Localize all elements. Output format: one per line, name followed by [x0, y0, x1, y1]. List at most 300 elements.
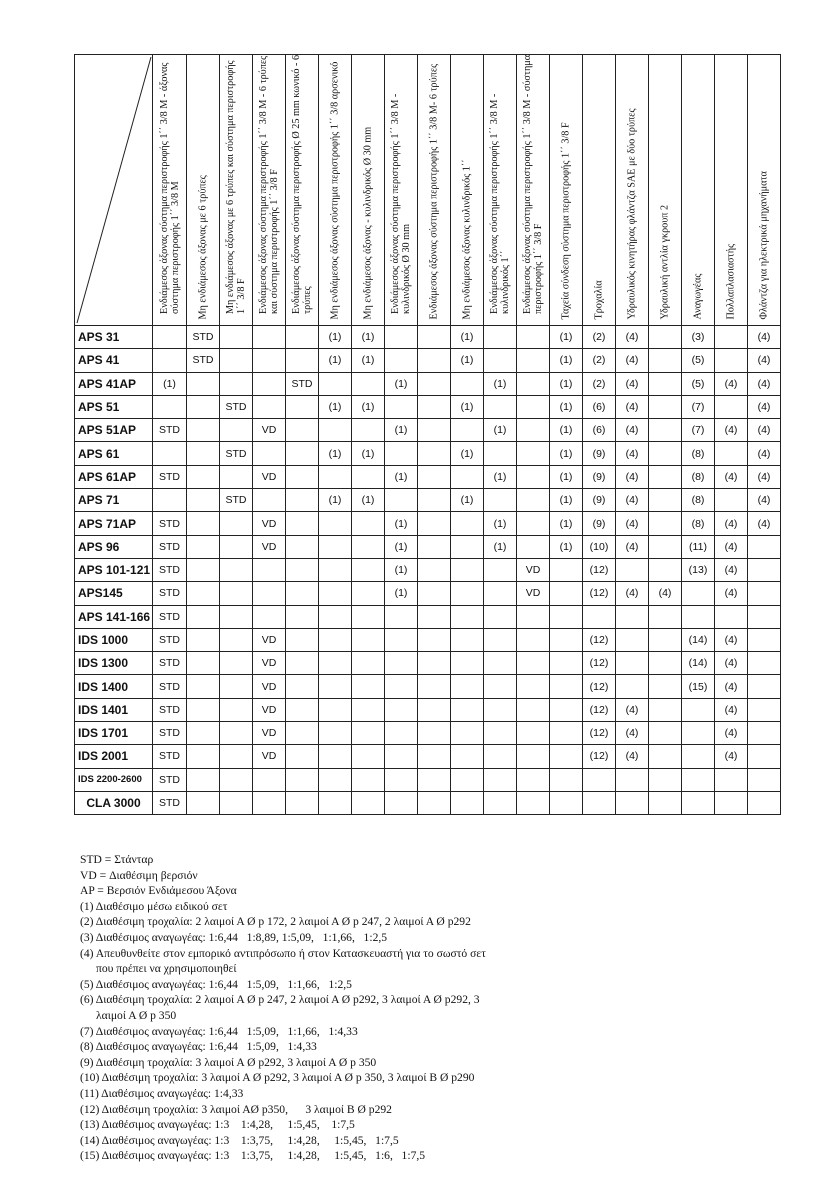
- table-cell: [418, 349, 451, 372]
- table-cell: [451, 675, 484, 698]
- table-cell: [484, 652, 517, 675]
- legend-line: που πρέπει να χρησιμοποιηθεί: [96, 962, 237, 976]
- table-cell: [319, 675, 352, 698]
- table-row: [75, 349, 781, 372]
- table-cell: (1): [319, 349, 352, 372]
- table-cell: (5): [682, 349, 715, 372]
- table-cell: [352, 698, 385, 721]
- table-cell: [616, 652, 649, 675]
- table-cell: [715, 605, 748, 628]
- table-cell: [253, 349, 286, 372]
- table-cell: (11): [682, 535, 715, 558]
- table-cell: [715, 442, 748, 465]
- table-cell: [484, 698, 517, 721]
- table-cell: (1): [451, 349, 484, 372]
- table-cell: [352, 791, 385, 814]
- model-name: IDS 1000: [75, 628, 153, 651]
- table-cell: STD: [153, 675, 187, 698]
- table-cell: [319, 652, 352, 675]
- table-cell: [484, 442, 517, 465]
- column-header-label: Μη ενδιάμεσος άξονας με 6 τρύπες: [197, 175, 209, 320]
- table-cell: [319, 722, 352, 745]
- table-cell: [286, 698, 319, 721]
- table-cell: [220, 349, 253, 372]
- table-cell: (1): [550, 465, 583, 488]
- table-cell: (4): [715, 372, 748, 395]
- table-cell: STD: [153, 722, 187, 745]
- table-row: [75, 768, 781, 791]
- table-cell: [253, 395, 286, 418]
- table-cell: [220, 558, 253, 581]
- model-name: IDS 1701: [75, 722, 153, 745]
- table-cell: [748, 791, 781, 814]
- table-cell: [153, 326, 187, 349]
- table-cell: [385, 395, 418, 418]
- column-header: [616, 55, 649, 326]
- table-cell: [517, 465, 550, 488]
- table-cell: [748, 652, 781, 675]
- column-header: [153, 55, 187, 326]
- table-cell: [319, 791, 352, 814]
- table-cell: (2): [583, 326, 616, 349]
- table-cell: [220, 326, 253, 349]
- table-cell: [418, 628, 451, 651]
- table-cell: VD: [253, 628, 286, 651]
- table-cell: [253, 442, 286, 465]
- model-name: IDS 2200-2600: [75, 768, 153, 791]
- table-cell: (1): [550, 419, 583, 442]
- model-name: APS 96: [75, 535, 153, 558]
- table-cell: (4): [748, 372, 781, 395]
- table-row: [75, 489, 781, 512]
- table-row: [75, 628, 781, 651]
- table-cell: (4): [715, 698, 748, 721]
- table-cell: [319, 745, 352, 768]
- column-header: [715, 55, 748, 326]
- table-cell: [682, 745, 715, 768]
- column-header: [550, 55, 583, 326]
- table-cell: [451, 768, 484, 791]
- table-cell: [187, 652, 220, 675]
- table-cell: [649, 395, 682, 418]
- table-cell: (1): [385, 372, 418, 395]
- table-cell: [649, 442, 682, 465]
- table-cell: (10): [583, 535, 616, 558]
- column-header: [418, 55, 451, 326]
- column-header-label: Φλάντζα για ηλεκτρικά μηχανήματα: [758, 171, 770, 320]
- table-cell: (1): [319, 489, 352, 512]
- table-cell: [649, 768, 682, 791]
- table-cell: [451, 512, 484, 535]
- table-cell: [187, 558, 220, 581]
- table-cell: [319, 628, 352, 651]
- table-cell: [583, 791, 616, 814]
- table-row: [75, 372, 781, 395]
- table-cell: (4): [748, 489, 781, 512]
- table-cell: [220, 745, 253, 768]
- table-cell: [385, 768, 418, 791]
- table-cell: [583, 605, 616, 628]
- column-header-label: Υδραυλική αντλία γκρουπ 2: [659, 204, 671, 320]
- table-cell: [187, 419, 220, 442]
- table-cell: STD: [153, 419, 187, 442]
- table-cell: (1): [550, 372, 583, 395]
- table-cell: (1): [385, 582, 418, 605]
- column-header: [187, 55, 220, 326]
- table-cell: [187, 698, 220, 721]
- table-cell: [352, 628, 385, 651]
- table-cell: [418, 768, 451, 791]
- table-cell: [649, 326, 682, 349]
- table-row: [75, 605, 781, 628]
- table-cell: (1): [385, 419, 418, 442]
- table-cell: [517, 652, 550, 675]
- table-cell: [649, 419, 682, 442]
- table-cell: (9): [583, 512, 616, 535]
- table-cell: (12): [583, 675, 616, 698]
- table-cell: [550, 722, 583, 745]
- column-header-label: Ενδιάμεσος άξονας σύστημα περιστροφής 1΄΄ 3/8 Μ - κυλινδρικός 1΄΄: [489, 93, 511, 314]
- column-header: [517, 55, 550, 326]
- table-cell: [220, 512, 253, 535]
- table-cell: [253, 605, 286, 628]
- table-cell: [682, 722, 715, 745]
- table-cell: [517, 722, 550, 745]
- table-cell: [649, 605, 682, 628]
- legend-line: (15) Διαθέσιμος αναγωγέας: 1:3 1:3,75, 1:4,28, 1:5,45, 1:6, 1:7,5: [80, 1149, 426, 1163]
- table-cell: [451, 698, 484, 721]
- table-cell: [418, 722, 451, 745]
- model-name: IDS 2001: [75, 745, 153, 768]
- table-cell: [451, 605, 484, 628]
- table-cell: (1): [451, 442, 484, 465]
- table-cell: (15): [682, 675, 715, 698]
- column-header-label: Υδραυλικός κινητήρας φλάντζα SAE με δύο τρύπες: [626, 108, 638, 320]
- column-header-label: Ενδιάμεσος άξονας σύστημα περιστροφής 1΄΄ 3/8 Μ - σύστημα περιστροφής 1΄΄ 3/8 F: [522, 55, 544, 314]
- model-name: APS 61: [75, 442, 153, 465]
- table-cell: [748, 558, 781, 581]
- legend-line: (14) Διαθέσιμος αναγωγέας: 1:3 1:3,75, 1:4,28, 1:5,45, 1:7,5: [80, 1133, 399, 1147]
- table-cell: (1): [550, 489, 583, 512]
- column-header: [253, 55, 286, 326]
- table-cell: [451, 745, 484, 768]
- table-cell: [253, 768, 286, 791]
- table-cell: (2): [583, 372, 616, 395]
- table-cell: STD: [153, 698, 187, 721]
- table-cell: [319, 582, 352, 605]
- table-cell: (12): [583, 722, 616, 745]
- table-cell: [187, 722, 220, 745]
- table-cell: [649, 535, 682, 558]
- table-row: [75, 675, 781, 698]
- table-row: [75, 326, 781, 349]
- table-cell: [385, 791, 418, 814]
- table-cell: (4): [616, 745, 649, 768]
- table-cell: [517, 419, 550, 442]
- column-header: [682, 55, 715, 326]
- table-cell: STD: [220, 395, 253, 418]
- table-cell: (4): [616, 489, 649, 512]
- table-cell: [517, 675, 550, 698]
- table-cell: [517, 698, 550, 721]
- model-name: APS145: [75, 582, 153, 605]
- table-cell: (1): [352, 349, 385, 372]
- table-cell: (4): [616, 349, 649, 372]
- table-cell: [153, 349, 187, 372]
- table-cell: [319, 605, 352, 628]
- table-row: [75, 419, 781, 442]
- model-name: APS 51: [75, 395, 153, 418]
- table-cell: [418, 465, 451, 488]
- table-cell: [220, 372, 253, 395]
- table-cell: [682, 791, 715, 814]
- table-cell: [517, 395, 550, 418]
- legend-line: (12) Διαθέσιμη τροχαλία: 3 λαιμοί ΑØ p350, 3 λαιμοί Β Ø p292: [80, 1102, 392, 1116]
- table-cell: (1): [319, 442, 352, 465]
- table-cell: (8): [682, 465, 715, 488]
- model-name: APS 41: [75, 349, 153, 372]
- table-cell: [517, 791, 550, 814]
- table-cell: (7): [682, 419, 715, 442]
- column-header-label: Μη ενδιάμεσος άξονας σύστημα περιστροφής 1΄΄ 3/8 αρσενικό: [329, 61, 341, 320]
- table-cell: (4): [616, 442, 649, 465]
- table-cell: [352, 419, 385, 442]
- table-cell: [286, 768, 319, 791]
- column-header-label: Ταχεία σύνδεση σύστημα περιστροφής 1΄΄ 3/8 F: [560, 122, 572, 320]
- table-cell: [352, 768, 385, 791]
- table-cell: (1): [153, 372, 187, 395]
- table-cell: [220, 628, 253, 651]
- table-cell: [253, 791, 286, 814]
- table-row: [75, 745, 781, 768]
- table-cell: [385, 675, 418, 698]
- model-name: APS 71AP: [75, 512, 153, 535]
- table-cell: [451, 419, 484, 442]
- legend-line: AP = Βερσιόν Ενδιάμεσου Άξονα: [80, 884, 237, 898]
- table-cell: [451, 628, 484, 651]
- table-cell: (4): [616, 698, 649, 721]
- table-cell: [517, 605, 550, 628]
- table-cell: (4): [616, 582, 649, 605]
- table-cell: (1): [550, 349, 583, 372]
- table-cell: (4): [715, 465, 748, 488]
- table-row: [75, 465, 781, 488]
- compatibility-table: [74, 54, 781, 815]
- table-cell: STD: [153, 582, 187, 605]
- table-cell: (4): [748, 512, 781, 535]
- table-cell: [649, 675, 682, 698]
- table-cell: (1): [550, 512, 583, 535]
- legend-line: (9) Διαθέσιμη τροχαλία: 3 λαιμοί Α Ø p292, 3 λαιμοί Α Ø p 350: [80, 1055, 377, 1069]
- table-cell: [286, 675, 319, 698]
- table-cell: (1): [352, 489, 385, 512]
- table-cell: (9): [583, 442, 616, 465]
- table-cell: (8): [682, 489, 715, 512]
- legend-line: (10) Διαθέσιμη τροχαλία: 3 λαιμοί Α Ø p292, 3 λαιμοί Α Ø p 350, 3 λαιμοί Β Ø p290: [80, 1071, 475, 1085]
- legend-line: (8) Διαθέσιμος αναγωγέας: 1:6,44 1:5,09, 1:4,33: [80, 1040, 317, 1054]
- model-name: IDS 1401: [75, 698, 153, 721]
- table-cell: [715, 768, 748, 791]
- table-cell: [220, 791, 253, 814]
- table-cell: [286, 512, 319, 535]
- table-cell: (8): [682, 442, 715, 465]
- table-row: [75, 535, 781, 558]
- model-name: APS 51AP: [75, 419, 153, 442]
- table-cell: [319, 698, 352, 721]
- table-cell: (1): [385, 512, 418, 535]
- table-cell: [220, 465, 253, 488]
- table-cell: (1): [550, 326, 583, 349]
- table-cell: [220, 605, 253, 628]
- table-cell: (1): [484, 372, 517, 395]
- table-cell: STD: [153, 465, 187, 488]
- table-cell: [286, 605, 319, 628]
- table-cell: [616, 791, 649, 814]
- table-cell: (1): [352, 442, 385, 465]
- legend-line: (2) Διαθέσιμη τροχαλία: 2 λαιμοί Α Ø p 172, 2 λαιμοί Α Ø p 247, 2 λαιμοί Α Ø p292: [80, 915, 471, 929]
- table-cell: [352, 652, 385, 675]
- table-cell: [286, 465, 319, 488]
- table-cell: STD: [220, 442, 253, 465]
- table-cell: [253, 372, 286, 395]
- table-cell: [418, 442, 451, 465]
- column-header: [484, 55, 517, 326]
- table-cell: VD: [253, 722, 286, 745]
- model-name: IDS 1400: [75, 675, 153, 698]
- table-row: [75, 442, 781, 465]
- table-cell: STD: [153, 535, 187, 558]
- table-cell: [649, 628, 682, 651]
- table-cell: STD: [153, 628, 187, 651]
- table-cell: (13): [682, 558, 715, 581]
- column-header-label: Αναγωγέας: [692, 273, 704, 320]
- table-cell: [550, 605, 583, 628]
- legend-line: (11) Διαθέσιμος αναγωγέας: 1:4,33: [80, 1086, 244, 1100]
- table-cell: (14): [682, 628, 715, 651]
- table-cell: [451, 558, 484, 581]
- table-cell: [682, 698, 715, 721]
- table-cell: [385, 349, 418, 372]
- table-cell: STD: [153, 512, 187, 535]
- table-cell: [682, 605, 715, 628]
- table-cell: [583, 768, 616, 791]
- table-cell: (9): [583, 489, 616, 512]
- table-cell: [517, 442, 550, 465]
- column-header: [748, 55, 781, 326]
- table-cell: [187, 675, 220, 698]
- table-cell: (1): [352, 326, 385, 349]
- column-header: [451, 55, 484, 326]
- table-cell: [517, 628, 550, 651]
- table-cell: [352, 535, 385, 558]
- table-cell: [550, 558, 583, 581]
- table-cell: [550, 698, 583, 721]
- table-cell: (5): [682, 372, 715, 395]
- table-cell: [649, 372, 682, 395]
- table-cell: [187, 745, 220, 768]
- column-header: [286, 55, 319, 326]
- model-name: APS 71: [75, 489, 153, 512]
- table-cell: [484, 395, 517, 418]
- table-cell: (1): [550, 442, 583, 465]
- table-cell: [319, 419, 352, 442]
- table-cell: VD: [253, 465, 286, 488]
- table-cell: VD: [253, 419, 286, 442]
- table-cell: [418, 675, 451, 698]
- table-row: [75, 558, 781, 581]
- table-cell: [484, 349, 517, 372]
- table-cell: [484, 605, 517, 628]
- table-cell: [286, 442, 319, 465]
- table-cell: [319, 768, 352, 791]
- column-header-label: Μη ενδιάμεσος άξονας με 6 τρύπες και σύστημα περιστροφής 1΄΄ 3/8 F: [225, 60, 247, 314]
- table-cell: [418, 558, 451, 581]
- table-cell: [649, 652, 682, 675]
- table-cell: (4): [616, 395, 649, 418]
- table-cell: [748, 675, 781, 698]
- table-cell: [418, 605, 451, 628]
- table-cell: [286, 349, 319, 372]
- table-cell: [253, 582, 286, 605]
- table-cell: (1): [550, 535, 583, 558]
- table-cell: [484, 745, 517, 768]
- table-cell: [286, 419, 319, 442]
- table-cell: (8): [682, 512, 715, 535]
- table-cell: (1): [319, 326, 352, 349]
- table-cell: [418, 372, 451, 395]
- table-cell: [220, 675, 253, 698]
- table-cell: [352, 745, 385, 768]
- table-cell: (4): [715, 652, 748, 675]
- table-cell: [748, 698, 781, 721]
- table-cell: [550, 652, 583, 675]
- model-name: IDS 1300: [75, 652, 153, 675]
- table-cell: [220, 419, 253, 442]
- model-name: APS 141-166: [75, 605, 153, 628]
- table-cell: [253, 326, 286, 349]
- table-row: [75, 791, 781, 814]
- table-cell: [649, 465, 682, 488]
- column-header-label: Ενδιάμεσος άξονας σύστημα περιστροφής 1΄΄ 3/8 Μ - κυλινδρικός Ø 30 mm: [390, 93, 412, 314]
- table-cell: (9): [583, 465, 616, 488]
- table-cell: [484, 722, 517, 745]
- table-cell: [484, 768, 517, 791]
- table-cell: [649, 512, 682, 535]
- table-cell: [451, 372, 484, 395]
- table-cell: VD: [253, 512, 286, 535]
- table-cell: [484, 675, 517, 698]
- table-cell: [187, 582, 220, 605]
- table-cell: [748, 745, 781, 768]
- table-cell: [418, 698, 451, 721]
- table-cell: [517, 349, 550, 372]
- table-cell: [451, 535, 484, 558]
- table-cell: [319, 465, 352, 488]
- table-cell: [319, 535, 352, 558]
- table-cell: [286, 745, 319, 768]
- table-cell: [187, 791, 220, 814]
- table-cell: (4): [616, 465, 649, 488]
- column-header: [220, 55, 253, 326]
- table-cell: STD: [153, 558, 187, 581]
- table-cell: [153, 395, 187, 418]
- table-cell: (4): [715, 512, 748, 535]
- table-cell: (1): [451, 395, 484, 418]
- table-cell: [418, 419, 451, 442]
- table-cell: [451, 582, 484, 605]
- table-cell: [649, 698, 682, 721]
- diagonal-line: [75, 55, 153, 325]
